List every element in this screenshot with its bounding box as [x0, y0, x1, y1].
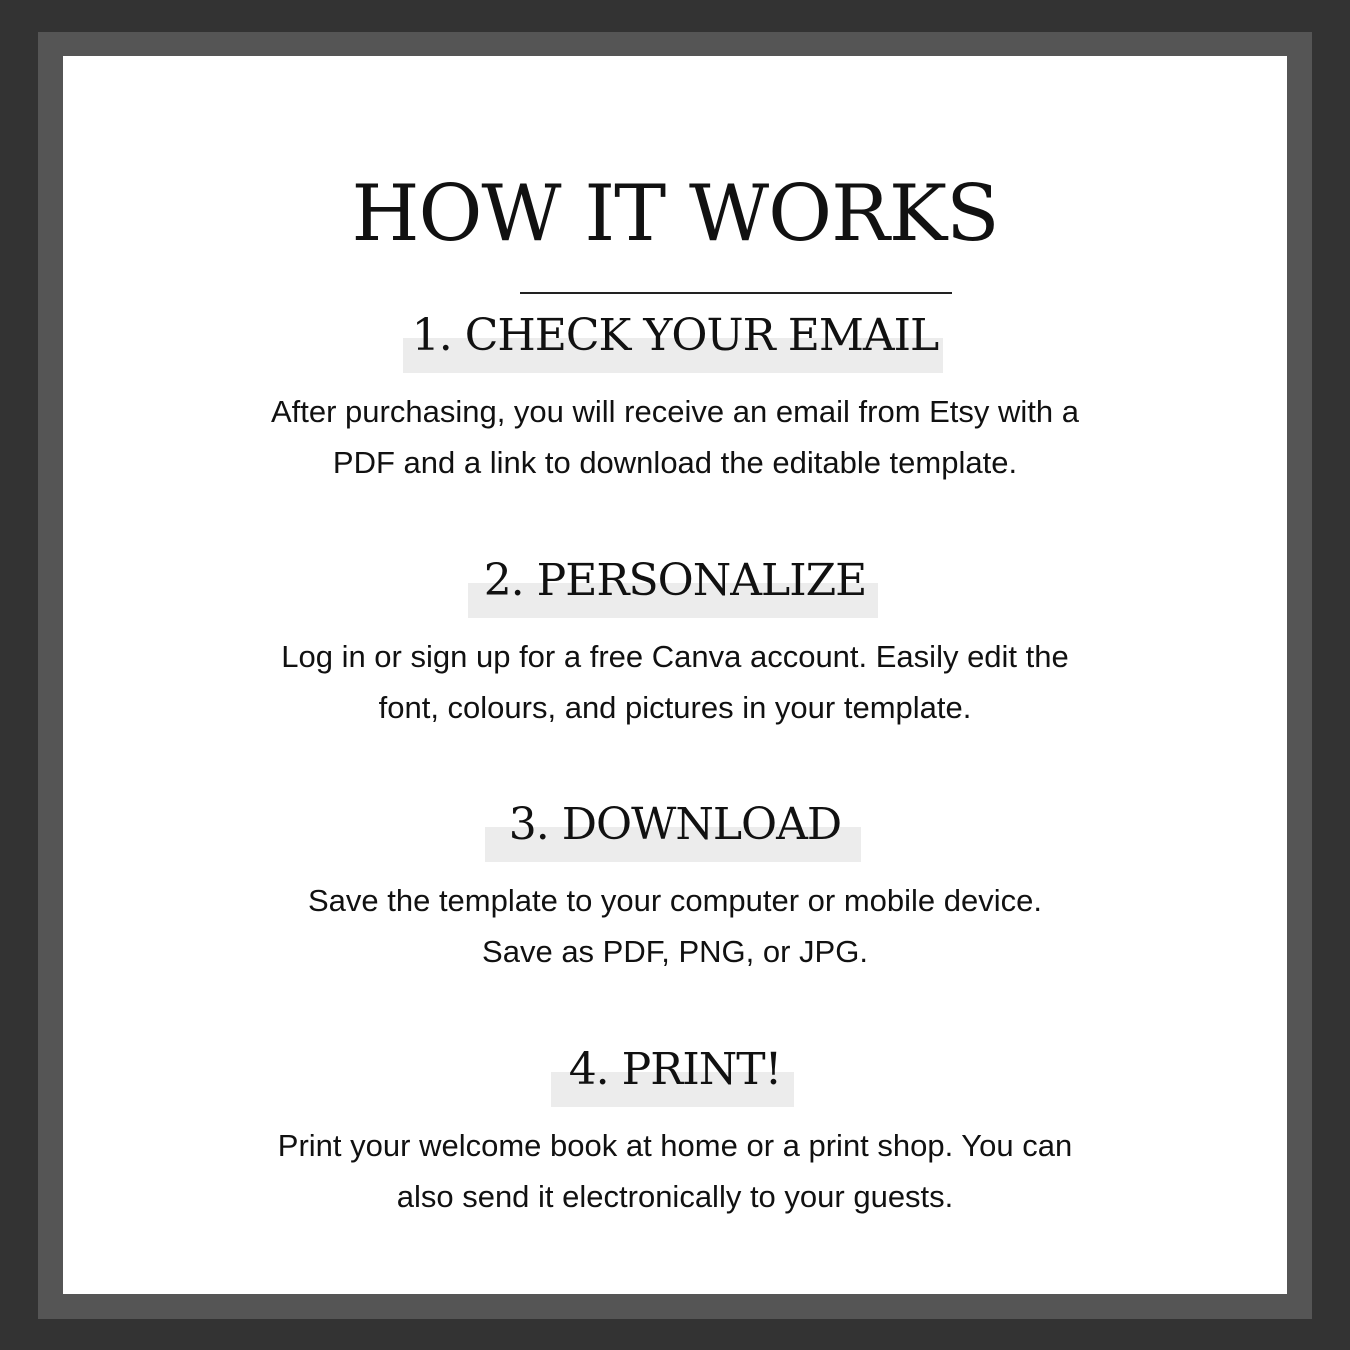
- step-2-line-2: font, colours, and pictures in your template.: [378, 690, 972, 725]
- step-2-description: [225, 631, 1125, 733]
- step-1-header: [63, 306, 1287, 376]
- step-1-line-2: PDF and a link to download the editable template.: [332, 445, 1018, 480]
- page-title: HOW IT WORKS: [351, 169, 999, 259]
- step-4-header: [63, 1040, 1287, 1110]
- step-3-section: [63, 795, 1287, 977]
- step-2-line-1: Log in or sign up for a free Canva account. Easily edit the: [281, 639, 1069, 674]
- step-1-section: [63, 306, 1287, 488]
- step-1-description: [225, 386, 1125, 488]
- step-2-section: [63, 551, 1287, 733]
- title-divider: [520, 292, 952, 294]
- step-1-line-1: After purchasing, you will receive an email from Etsy with a: [270, 394, 1080, 429]
- step-4-line-1: Print your welcome book at home or a print shop. You can: [277, 1128, 1073, 1163]
- step-3-description: [225, 875, 1125, 977]
- step-2-header: [63, 551, 1287, 621]
- step-4-section: [63, 1040, 1287, 1222]
- step-1-heading: 1. CHECK YOUR EMAIL: [411, 310, 939, 361]
- step-3-line-2: Save as PDF, PNG, or JPG.: [482, 934, 868, 969]
- step-2-heading: 2. PERSONALIZE: [483, 555, 867, 606]
- step-3-heading: 3. DOWNLOAD: [508, 799, 842, 850]
- step-4-line-2: also send it electronically to your guests.: [396, 1179, 954, 1214]
- step-3-line-1: Save the template to your computer or mobile device.: [307, 883, 1043, 918]
- step-4-description: [225, 1120, 1125, 1222]
- step-3-header: [63, 795, 1287, 865]
- step-4-heading: 4. PRINT!: [568, 1044, 782, 1095]
- how-it-works-card: [63, 56, 1287, 1294]
